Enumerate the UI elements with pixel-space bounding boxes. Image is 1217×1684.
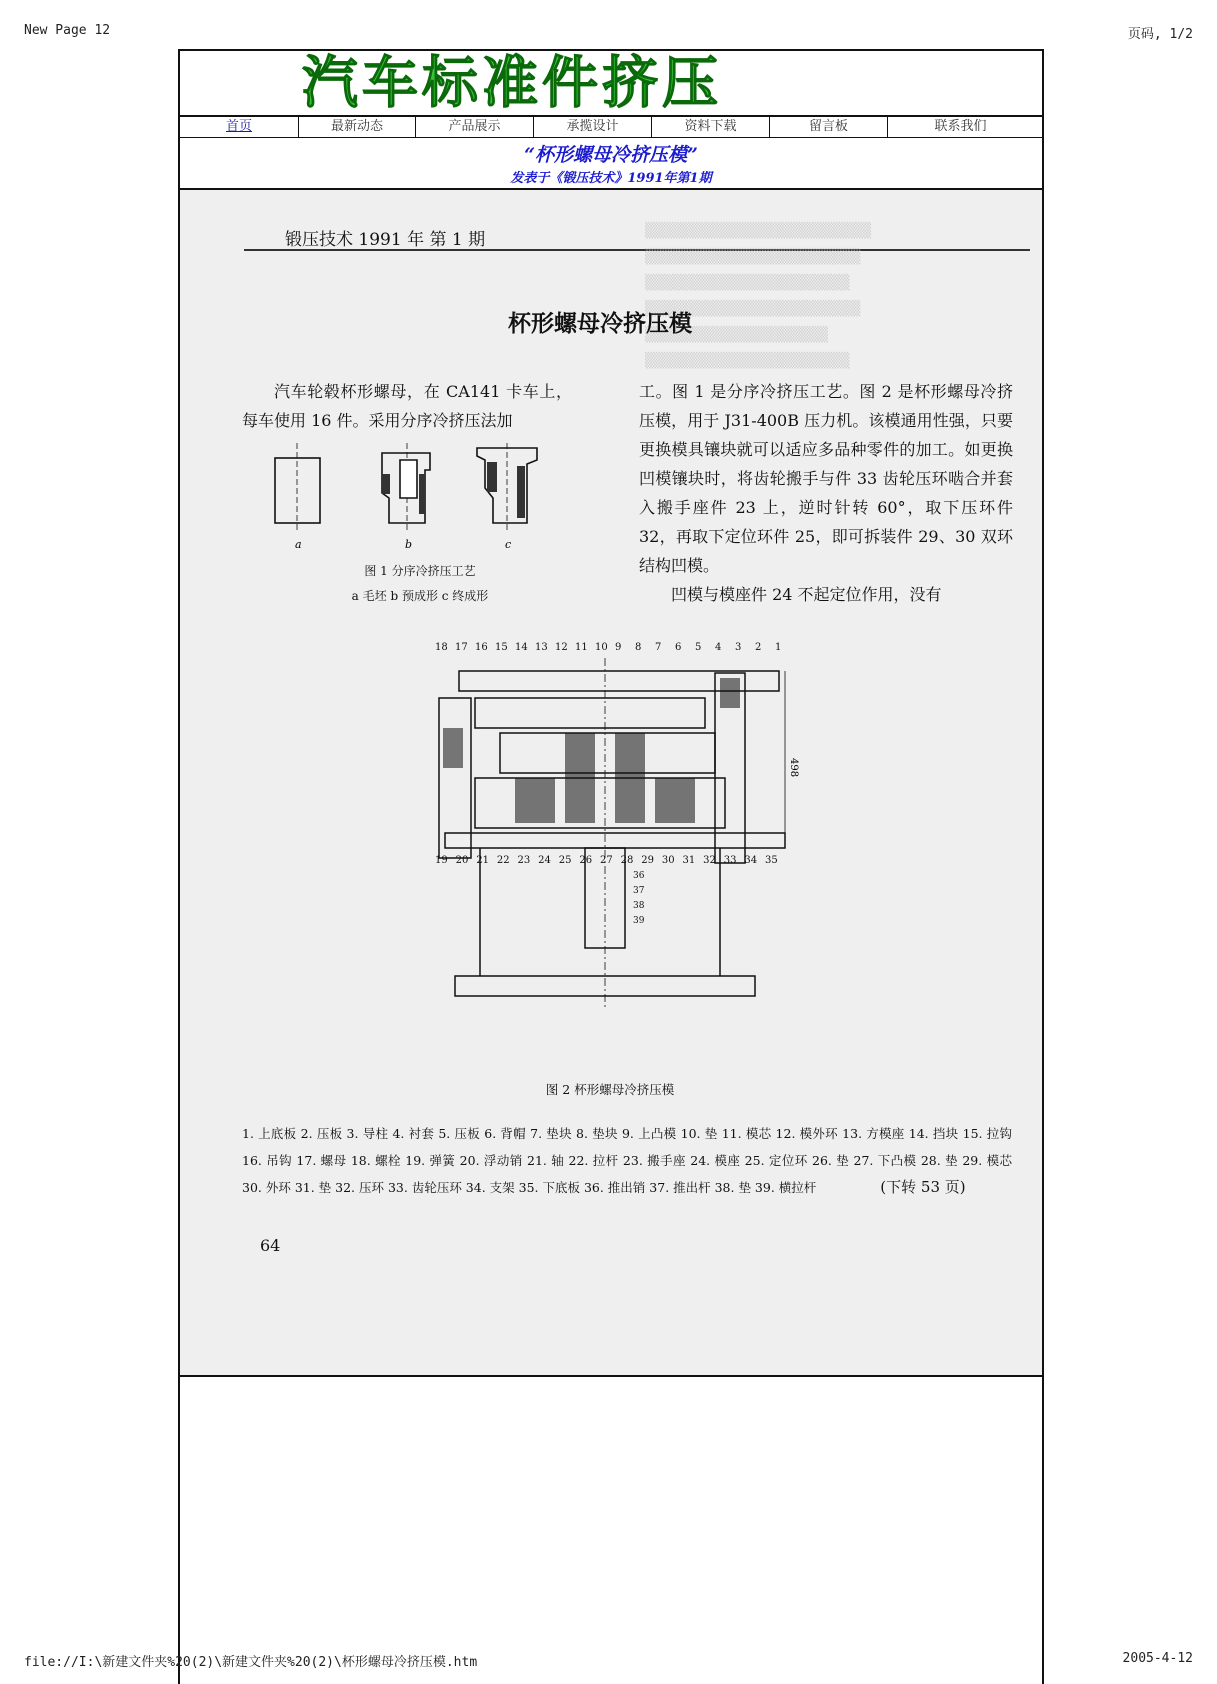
fig2-part-callout: 6: [675, 642, 682, 653]
fig2-part-callout: 1: [775, 642, 782, 653]
print-page-count: 页码, 1/2: [1127, 27, 1193, 42]
scan-main-title: 杯形螺母冷挤压模: [508, 311, 692, 337]
fig2-part-callout: 34: [744, 855, 758, 866]
fig2-part-callout: 7: [655, 642, 662, 653]
fig2-part-callout: 27: [600, 855, 613, 866]
fig2-part-callout: 39: [633, 916, 645, 926]
fig2-part-callout: 4: [715, 642, 722, 653]
nav-item-home[interactable]: 首页: [180, 117, 299, 137]
nav-item-downloads[interactable]: 资料下载: [652, 117, 770, 137]
fig2-part-callout: 36: [633, 871, 645, 881]
continued-note: (下转 53 页): [880, 1178, 966, 1196]
journal-page-number: 64: [260, 1236, 281, 1255]
fig2-part-callout: 38: [633, 901, 645, 911]
fig2-part-callout: 19: [435, 855, 448, 866]
fig2-part-callout: 23: [517, 855, 531, 866]
fig2-part-callout: 15: [495, 642, 508, 653]
fig2-caption: 图 2 杯形螺母冷挤压模: [545, 1082, 675, 1097]
fig2-part-callout: 37: [633, 886, 645, 896]
fig2-part-callout: 14: [515, 642, 528, 653]
page-frame: [178, 49, 1044, 1684]
fig2-part-callout: 20: [455, 855, 469, 866]
article-header: [180, 138, 1042, 190]
fig2-part-callout: 3: [735, 642, 742, 653]
fig2-part-callout: 2: [755, 642, 762, 653]
print-file-path: file://I:\新建文件夹%20(2)\新建文件夹%20(2)\杯形螺母冷挤压模.htm: [24, 1655, 478, 1670]
print-page-title: New Page 12: [24, 23, 111, 38]
fig2-part-callout: 16: [475, 642, 488, 653]
right-column-last-line: 凹模与模座件 24 不起定位作用，没有: [671, 585, 942, 604]
fig2-part-callout: 33: [723, 855, 737, 866]
fig2-part-callout: 5: [695, 642, 702, 653]
fig2-dimension: 498: [788, 758, 799, 778]
article-title: “杯形螺母冷挤压模”: [524, 144, 698, 166]
article-subtitle: 发表于《锻压技术》1991年第1期: [510, 171, 712, 186]
fig2-die-drawing: [415, 638, 815, 1058]
site-banner: [180, 51, 1042, 117]
fig1-label-a: a: [295, 538, 302, 548]
fig1-label-b: b: [405, 538, 413, 548]
scanned-journal-page: [180, 190, 1042, 1377]
nav-item-guestbook[interactable]: 留言板: [770, 117, 888, 137]
site-nav: [180, 117, 1042, 138]
fig2-part-callout: 35: [765, 855, 778, 866]
fig2-part-callout: 24: [538, 855, 551, 866]
fig2-part-callout: 9: [615, 642, 622, 653]
nav-item-news[interactable]: 最新动态: [299, 117, 416, 137]
fig2-part-callout: 25: [558, 855, 572, 866]
fig2-part-callout: 17: [455, 642, 468, 653]
fig2-part-callout: 22: [496, 855, 510, 866]
fig2-part-callout: 11: [575, 642, 588, 653]
fig2-legend: [242, 1120, 1012, 1201]
fig2-part-callout: 26: [579, 855, 593, 866]
nav-item-contact[interactable]: 联系我们: [934, 119, 987, 134]
fig2-part-callout: 29: [641, 855, 654, 866]
fig2-part-callout: 18: [435, 642, 448, 653]
fig2-part-callout: 30: [661, 855, 675, 866]
bleed-through-text: ▒▒▒▒▒▒▒▒▒▒▒▒▒▒▒▒▒▒▒▒▒ ▒▒▒▒▒▒▒▒▒▒▒▒▒▒▒▒▒▒▒▒ ▒▒▒▒▒▒▒▒▒▒▒▒▒▒▒▒▒▒▒ ▒▒▒▒▒▒▒▒▒▒▒▒▒▒▒▒▒▒▒▒ ▒▒▒▒▒▒▒▒▒▒▒▒▒▒▒▒▒ ▒▒▒▒▒▒▒▒▒▒▒▒▒▒▒▒▒▒▒: [645, 223, 872, 369]
fig2-part-callout: 13: [535, 642, 548, 653]
fig2-part-callout: 32: [703, 855, 716, 866]
fig2-part-callout: 8: [635, 642, 642, 653]
fig2-part-callout: 12: [555, 642, 568, 653]
fig2-part-callout: 31: [682, 855, 696, 866]
fig2-part-callout: 28: [620, 855, 634, 866]
fig2-legend-text: 1. 上底板 2. 压板 3. 导柱 4. 衬套 5. 压板 6. 背帽 7. 垫块 8. 垫块 9. 上凸模 10. 垫 11. 模芯 12. 模外环 13. 方模座 14. 挡块 15. 拉钩 16. 吊钩 17. 螺母 18. 螺栓 19. 弹簧 20. 浮动销 21. 轴 22. 拉杆 23. 搬手座 24. 模座 25. 定位环 26. 垫 27. 下凸模 28. 垫 29. 模芯 30. 外环 31. 垫 32. 压环 33. 齿轮压环 34. 支架 35. 下底板 36. 推出销 37. 推出杆 38. 垫 39. 横拉杆: [242, 1126, 1012, 1195]
fig1-subcaption: a 毛坯 b 预成形 c 终成形: [351, 589, 489, 603]
banner-title: 汽车标准件挤压: [302, 50, 722, 116]
right-column-text: 工。图 1 是分序冷挤压工艺。图 2 是杯形螺母冷挤压模，用于 J31-400B 压力机。该模通用性强，只要更换模具镶块就可以适应多品种零件的加工。如更换凹模镶块时，将齿轮搬手与件 33 齿轮压环啮合并套入搬手座件 23 上，逆时针转 60°，取下压环件 32，再取下定位环件 25，即可拆装件 29、30 双环结构凹模。: [639, 382, 1013, 575]
fig1-caption: 图 1 分序冷挤压工艺: [364, 564, 476, 578]
nav-item-design[interactable]: 承揽设计: [534, 117, 652, 137]
fig2-part-callout: 10: [595, 642, 608, 653]
nav-item-products[interactable]: 产品展示: [416, 117, 534, 137]
fig1-process-drawing: [265, 438, 555, 548]
fig2-part-callout: 21: [476, 855, 489, 866]
fig1-label-c: c: [505, 538, 512, 548]
print-date: 2005-4-12: [1122, 1651, 1193, 1666]
journal-header: 锻压技术 1991 年 第 1 期: [285, 230, 486, 250]
left-column-text: 汽车轮毂杯形螺母，在 CA141 卡车上，每车使用 16 件。采用分序冷挤压法加: [242, 382, 572, 430]
